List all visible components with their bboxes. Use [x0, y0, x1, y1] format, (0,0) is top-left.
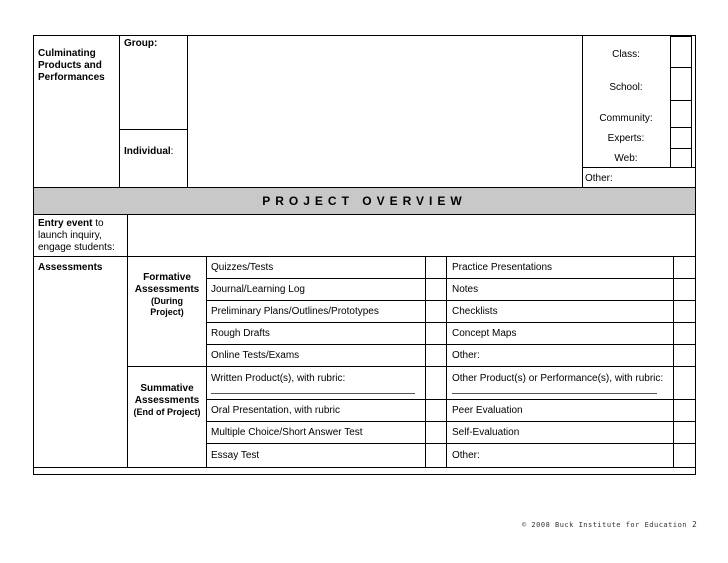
overview-title: PROJECT OVERVIEW [262, 194, 467, 208]
formative-right-item: Concept Maps [452, 328, 517, 339]
summative-left-item: Written Product(s), with rubric: [211, 373, 346, 384]
group-label: Group: [124, 38, 158, 49]
checkbox-cell[interactable] [674, 444, 695, 467]
audience-school-checkbox[interactable] [670, 67, 692, 101]
group-field[interactable] [188, 36, 582, 129]
footer-copyright: © 2008 Buck Institute for Education [522, 521, 688, 529]
checkbox-cell[interactable] [426, 301, 446, 322]
formative-left-item: Online Tests/Exams [211, 350, 300, 361]
audience-web-label: Web: [614, 153, 638, 164]
checkbox-cell[interactable] [674, 345, 695, 366]
audience-community-checkbox[interactable] [670, 100, 692, 128]
formative-left-item: Journal/Learning Log [211, 284, 305, 295]
audience-experts-checkbox[interactable] [670, 127, 692, 149]
audience-school-label: School: [609, 82, 643, 93]
culminating-label: Culminating Products and Performances [38, 48, 105, 83]
summative-left-item: Oral Presentation, with rubric [211, 405, 340, 416]
individual-text: Individual [124, 146, 171, 157]
entry-event-field[interactable] [128, 215, 695, 256]
footer-page-number: 2 [692, 520, 698, 529]
audience-web-checkbox[interactable] [670, 148, 692, 168]
individual-field[interactable] [188, 130, 582, 187]
checkbox-cell[interactable] [674, 257, 695, 278]
formative-left-item: Preliminary Plans/Outlines/Prototypes [211, 306, 379, 317]
checkbox-cell[interactable] [426, 422, 446, 443]
audience-community-label: Community: [599, 113, 653, 124]
checkbox-cell[interactable] [674, 400, 695, 421]
entry-event-rest: to launch inquiry, engage students: [38, 218, 115, 253]
formative-sub: (During Project) [150, 296, 184, 317]
entry-event-bold: Entry event [38, 218, 93, 229]
summative-right-item: Other: [452, 450, 480, 461]
written-product-rubric-line[interactable] [211, 393, 415, 394]
checkbox-cell[interactable] [674, 323, 695, 344]
summative-right-item: Peer Evaluation [452, 405, 523, 416]
summative-left-item: Multiple Choice/Short Answer Test [211, 427, 363, 438]
summative-left-item: Essay Test [211, 450, 260, 461]
audience-class-label: Class: [612, 49, 640, 60]
checkbox-cell[interactable] [426, 444, 446, 467]
checkbox-cell[interactable] [674, 301, 695, 322]
checkbox-cell[interactable] [674, 367, 695, 399]
formative-left-item: Rough Drafts [211, 328, 270, 339]
individual-colon: : [170, 146, 174, 157]
summative-right-item: Other Product(s) or Performance(s), with rubric: [452, 373, 664, 384]
summative-right-item: Self-Evaluation [452, 427, 520, 438]
formative-right-item: Practice Presentations [452, 262, 553, 273]
summative-title: Summative Assessments [134, 383, 200, 406]
checkbox-cell[interactable] [426, 345, 446, 366]
other-product-rubric-line[interactable] [452, 393, 657, 394]
summative-sub: (End of Project) [133, 407, 201, 417]
checkbox-cell[interactable] [426, 279, 446, 300]
checkbox-cell[interactable] [426, 257, 446, 278]
audience-other-label: Other: [585, 173, 613, 184]
checkbox-cell[interactable] [426, 400, 446, 421]
audience-class-checkbox[interactable] [670, 36, 692, 68]
audience-experts-label: Experts: [607, 133, 645, 144]
formative-title: Formative Assessments [134, 272, 200, 295]
assessments-label: Assessments [38, 262, 103, 273]
formative-right-item: Checklists [452, 306, 498, 317]
formative-right-item: Other: [452, 350, 480, 361]
checkbox-cell[interactable] [426, 367, 446, 399]
formative-right-item: Notes [452, 284, 479, 295]
individual-label [124, 146, 173, 157]
checkbox-cell[interactable] [674, 279, 695, 300]
checkbox-cell[interactable] [674, 422, 695, 443]
formative-left-item: Quizzes/Tests [211, 262, 274, 273]
entry-event-label [38, 218, 124, 254]
checkbox-cell[interactable] [426, 323, 446, 344]
